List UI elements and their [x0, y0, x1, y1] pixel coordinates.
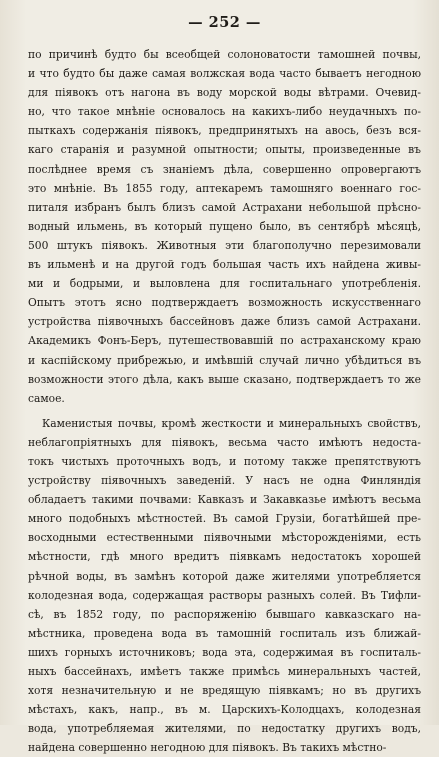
text-line: водный ильмень, въ который пущено было, въ сентябрѣ мѣсяцѣ,	[28, 219, 421, 233]
paragraph-2	[28, 414, 421, 757]
text-line: рѣчной воды, въ замѣнъ которой даже жителями употребляется	[28, 569, 421, 583]
text-line: колодезная вода, содержащая растворы разныхъ солей. Въ Тифли-	[28, 588, 421, 602]
text-line: по причинѣ будто бы всеобщей солоноватости тамошней почвы,	[28, 48, 421, 61]
page-number: — 252 —	[188, 14, 261, 31]
text-body	[28, 45, 421, 757]
text-line: шихъ горныхъ источниковъ; вода эта, содержимая въ госпиталь-	[28, 645, 421, 659]
text-line: сѣ, въ 1852 году, по распоряженію бывшаго кавказскаго на-	[28, 607, 421, 621]
text-line: Опытъ этотъ ясно подтверждаетъ возможность искусственнаго	[28, 296, 421, 310]
text-line: каго старанія и разумной опытности; опыты, произведенные въ	[28, 143, 421, 157]
text-line: въ ильменѣ и на другой годъ большая часть ихъ найдена живы-	[28, 258, 421, 272]
text-line: питаля избранъ былъ близъ самой Астрахани небольшой прѣсно-	[28, 200, 421, 214]
text-line: ныхъ бассейнахъ, имѣетъ также примѣсь минеральныхъ частей,	[28, 665, 421, 678]
text-line: возможности этого дѣла, какъ выше сказано, подтверждаетъ то же	[28, 372, 421, 386]
text-line: ми и бодрыми, и выловлена для госпитальнаго употребленія.	[28, 277, 421, 291]
text-line: токъ чистыхъ проточныхъ водъ, и потому также препятствуютъ	[28, 454, 421, 468]
text-line: вода, употребляемая жителями, по недостатку другихъ водъ,	[28, 722, 421, 736]
text-line: и каспійскому прибрежью, и имѣвшій случай лично убѣдиться въ	[28, 353, 421, 367]
text-line: мѣстника, проведена вода въ тамошній госпиталь изъ ближай-	[28, 626, 421, 640]
text-line: Каменистыя почвы, кромѣ жесткости и минеральныхъ свойствъ,	[42, 416, 421, 430]
text-line: Академикъ Фонъ-Беръ, путешествовавшій по астраханскому краю	[28, 334, 421, 348]
text-line: обладаетъ такими почвами: Кавказъ и Закавказье имѣютъ весьма	[28, 493, 421, 507]
text-line: восходными естественными піявочными мѣсторожденіями, есть	[28, 531, 421, 545]
text-line: устройства піявочныхъ бассейновъ даже близъ самой Астрахани.	[28, 315, 421, 329]
text-line: послѣднее время съ знаніемъ дѣла, совершенно опровергаютъ	[28, 162, 421, 176]
paragraph-1	[28, 45, 421, 408]
text-line: 500 штукъ піявокъ. Животныя эти благополучно перезимовали	[28, 238, 421, 252]
text-line: и что будто бы даже самая волжская вода часто бываетъ негодною	[28, 67, 421, 81]
text-line: устройству піявочныхъ заведеній. У насъ не одна Финляндія	[28, 474, 421, 488]
text-line: мѣстахъ, какъ, напр., въ м. Царскихъ-Колодцахъ, колодезная	[28, 703, 421, 717]
text-line: хотя незначительную и не вредящую піявкамъ; но въ другихъ	[28, 684, 421, 698]
text-line: это мнѣніе. Въ 1855 году, аптекаремъ тамошняго военнаго гос-	[28, 181, 421, 195]
text-line: но, что такое мнѣніе основалось на какихъ-либо неудачныхъ по-	[28, 105, 421, 119]
text-line: для піявокъ отъ нагона въ воду морской воды вѣтрами. Очевид-	[28, 86, 421, 100]
text-line: мѣстности, гдѣ много вредитъ піявкамъ недостатокъ хорошей	[28, 550, 421, 564]
text-line: неблагопріятныхъ для піявокъ, весьма часто имѣютъ недоста-	[28, 435, 421, 449]
text-line: найдена совершенно негодною для піявокъ. Въ такихъ мѣстно-	[28, 741, 387, 755]
text-line: самое.	[28, 391, 65, 405]
text-line: пыткахъ содержанія піявокъ, предпринятыхъ на авось, безъ вся-	[28, 124, 421, 138]
text-line: много подобныхъ мѣстностей. Въ самой Грузіи, богатѣйшей пре-	[28, 512, 421, 526]
